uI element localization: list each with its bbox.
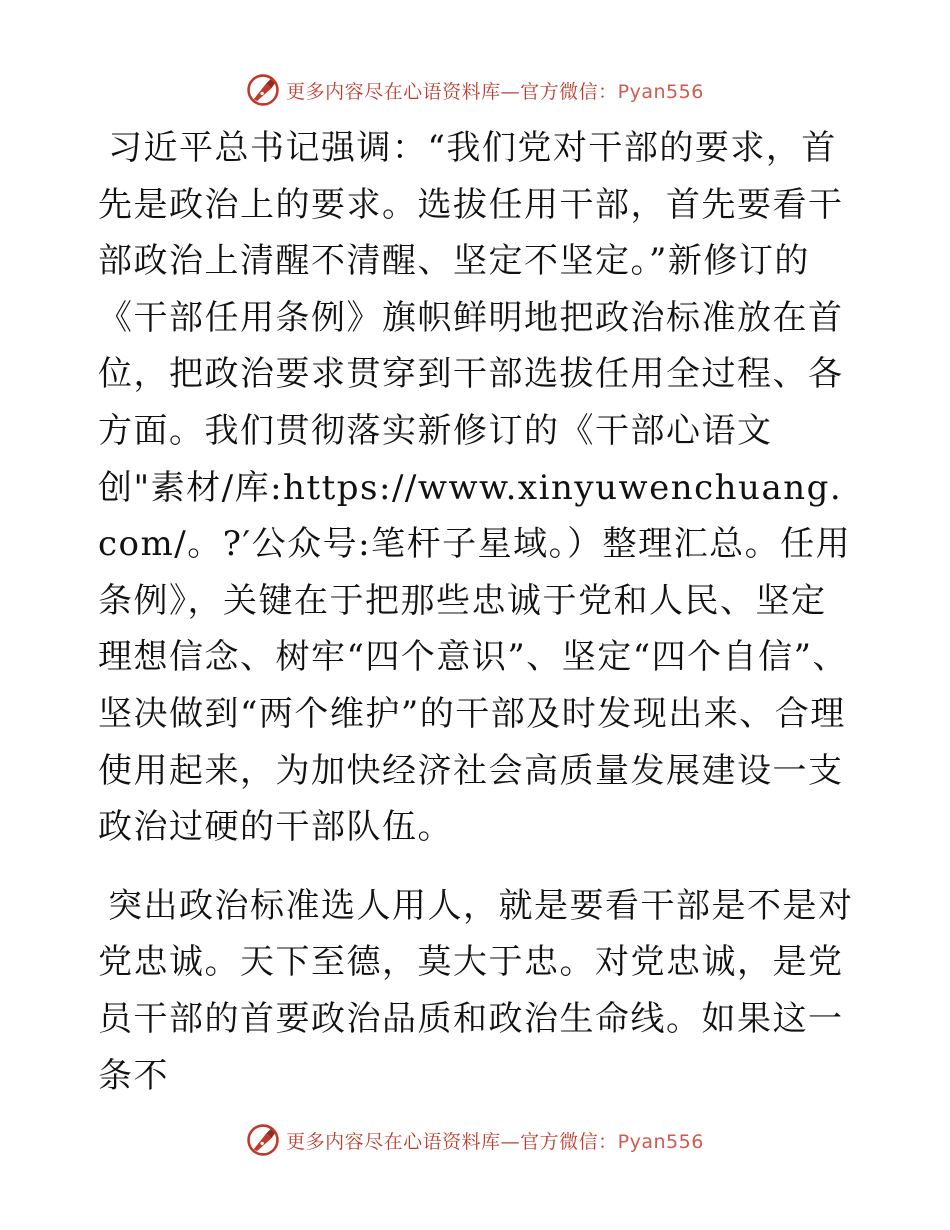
header-banner-label: 更多内容尽在心语资料库—官方微信： xyxy=(286,80,618,103)
paragraph-1: 习近平总书记强调：“我们党对干部的要求，首先是政治上的要求。选拔任用干部，首先要看干部政治上清醒不清醒、坚定不坚定。”新修订的《干部任用条例》旗帜鲜明地把政治标准放在首位，把政治要求贯穿到干部选拔任用全过程、各方面。我们贯彻落实新修订的《干部心语文创"素材/库:https://www.xinyuwenchuang.com/。?′公众号:笔杆子星域。）整理汇总。任用条例》，关键在于把那些忠诚于党和人民、坚定理想信念、树牢“四个意识”、坚定“四个自信”、坚决做到“两个维护”的干部及时发现出来、合理使用起来，为加快经济社会高质量发展建设一支政治过硬的干部队伍。 xyxy=(98,128,852,848)
footer-banner-text xyxy=(286,1127,704,1154)
document-body xyxy=(98,120,858,1104)
header-banner xyxy=(0,70,950,110)
pen-nib-logo-icon xyxy=(246,1123,280,1157)
header-wechat-id: Pyan556 xyxy=(617,80,704,103)
footer-banner-label: 更多内容尽在心语资料库—官方微信： xyxy=(286,1130,618,1153)
paragraph-2: 突出政治标准选人用人，就是要看干部是不是对党忠诚。天下至德，莫大于忠。对党忠诚，是党员干部的首要政治品质和政治生命线。如果这一条不 xyxy=(98,885,854,1096)
header-banner-text xyxy=(286,77,704,104)
footer-banner xyxy=(0,1120,950,1160)
pen-nib-logo-icon xyxy=(246,73,280,107)
footer-wechat-id: Pyan556 xyxy=(617,1130,704,1153)
